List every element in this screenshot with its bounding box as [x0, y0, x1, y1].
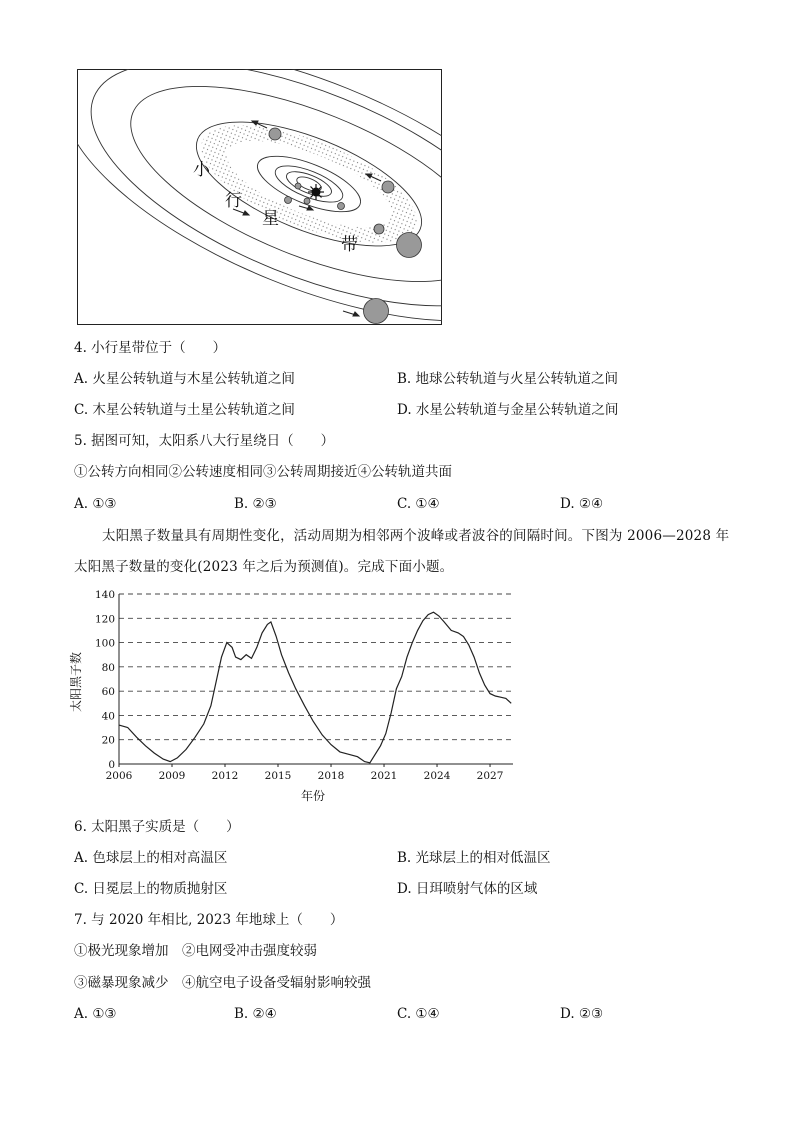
x-tick-label: 2021: [370, 770, 398, 782]
q5-option-d: D. ②④: [560, 496, 604, 512]
y-tick-label: 80: [101, 661, 115, 674]
solar-system-diagram: [77, 69, 442, 325]
y-tick-label: 100: [94, 637, 115, 650]
x-tick-label: 2012: [211, 770, 239, 782]
belt-label-char-1: 小: [193, 160, 210, 180]
x-tick-label: 2009: [158, 770, 186, 782]
q7-option-c: C. ①④: [397, 1006, 440, 1022]
x-tick-label: 2027: [476, 770, 504, 782]
solar-system-figure: [77, 69, 442, 325]
x-tick-label: 2015: [264, 770, 292, 782]
planet-saturn: [397, 233, 422, 258]
q6-stem: 6. 太阳黑子实质是（ ）: [74, 819, 240, 835]
q5-option-c: C. ①④: [397, 496, 440, 512]
q5-option-b: B. ②③: [234, 496, 277, 512]
y-axis-label: 太阳黑子数: [69, 651, 83, 713]
intro-line-1: 太阳黑子数量具有周期性变化，活动周期为相邻两个波峰或者波谷的间隔时间。下图为 2006—2028 年: [102, 528, 730, 544]
q6-option-d: D. 日珥喷射气体的区域: [397, 881, 538, 897]
x-axis-label: 年份: [300, 789, 326, 803]
sunspot-series-line: [119, 612, 511, 763]
planet-jupiter: [374, 224, 384, 234]
q5-option-a: A. ①③: [74, 496, 117, 512]
q4-option-b: B. 地球公转轨道与火星公转轨道之间: [397, 371, 619, 387]
q4-option-a: A. 火星公转轨道与木星公转轨道之间: [74, 371, 295, 387]
q5-statements: ①公转方向相同②公转速度相同③公转周期接近④公转轨道共面: [74, 464, 452, 480]
planet-uranus: [382, 181, 394, 193]
q6-option-b: B. 光球层上的相对低温区: [397, 850, 551, 866]
q7-statement-2: ③磁暴现象减少 ④航空电子设备受辐射影响较强: [74, 975, 371, 991]
planet-earth: [285, 197, 292, 204]
y-tick-label: 0: [108, 759, 115, 771]
belt-label-char-3: 星: [262, 209, 279, 229]
q6-option-a: A. 色球层上的相对高温区: [74, 850, 228, 866]
y-tick-label: 40: [101, 710, 115, 723]
planet-neptune: [269, 128, 281, 140]
q4-stem: 4. 小行星带位于（ ）: [74, 340, 227, 356]
y-tick-label: 120: [94, 613, 115, 626]
q7-option-b: B. ②④: [234, 1006, 277, 1022]
q7-option-d: D. ②③: [560, 1006, 604, 1022]
q7-stem: 7. 与 2020 年相比, 2023 年地球上（ ）: [74, 912, 344, 928]
y-tick-label: 20: [101, 734, 115, 747]
y-tick-label: 60: [101, 686, 115, 699]
q6-option-c: C. 日冕层上的物质抛射区: [74, 881, 228, 897]
planet-venus: [304, 198, 310, 204]
q4-option-d: D. 水星公转轨道与金星公转轨道之间: [397, 402, 619, 418]
y-tick-label: 140: [94, 589, 115, 601]
intro-line-2: 太阳黑子数量的变化(2023 年之后为预测值)。完成下面小题。: [74, 559, 454, 575]
planet-outer: [364, 299, 389, 324]
q5-stem: 5. 据图可知，太阳系八大行星绕日（ ）: [74, 433, 335, 449]
belt-label-char-4: 带: [341, 235, 358, 255]
x-tick-label: 2006: [105, 770, 133, 782]
sunspot-chart: [66, 586, 526, 808]
x-tick-label: 2024: [423, 770, 451, 782]
sunspot-chart-svg: [66, 586, 526, 808]
planet-mars: [338, 203, 345, 210]
q4-option-c: C. 木星公转轨道与土星公转轨道之间: [74, 402, 295, 418]
q7-option-a: A. ①③: [74, 1006, 117, 1022]
belt-label-char-2: 行: [225, 191, 242, 211]
planet-mercury: [295, 183, 301, 189]
q7-statement-1: ①极光现象增加 ②电网受冲击强度较弱: [74, 943, 317, 959]
x-tick-label: 2018: [317, 770, 345, 782]
